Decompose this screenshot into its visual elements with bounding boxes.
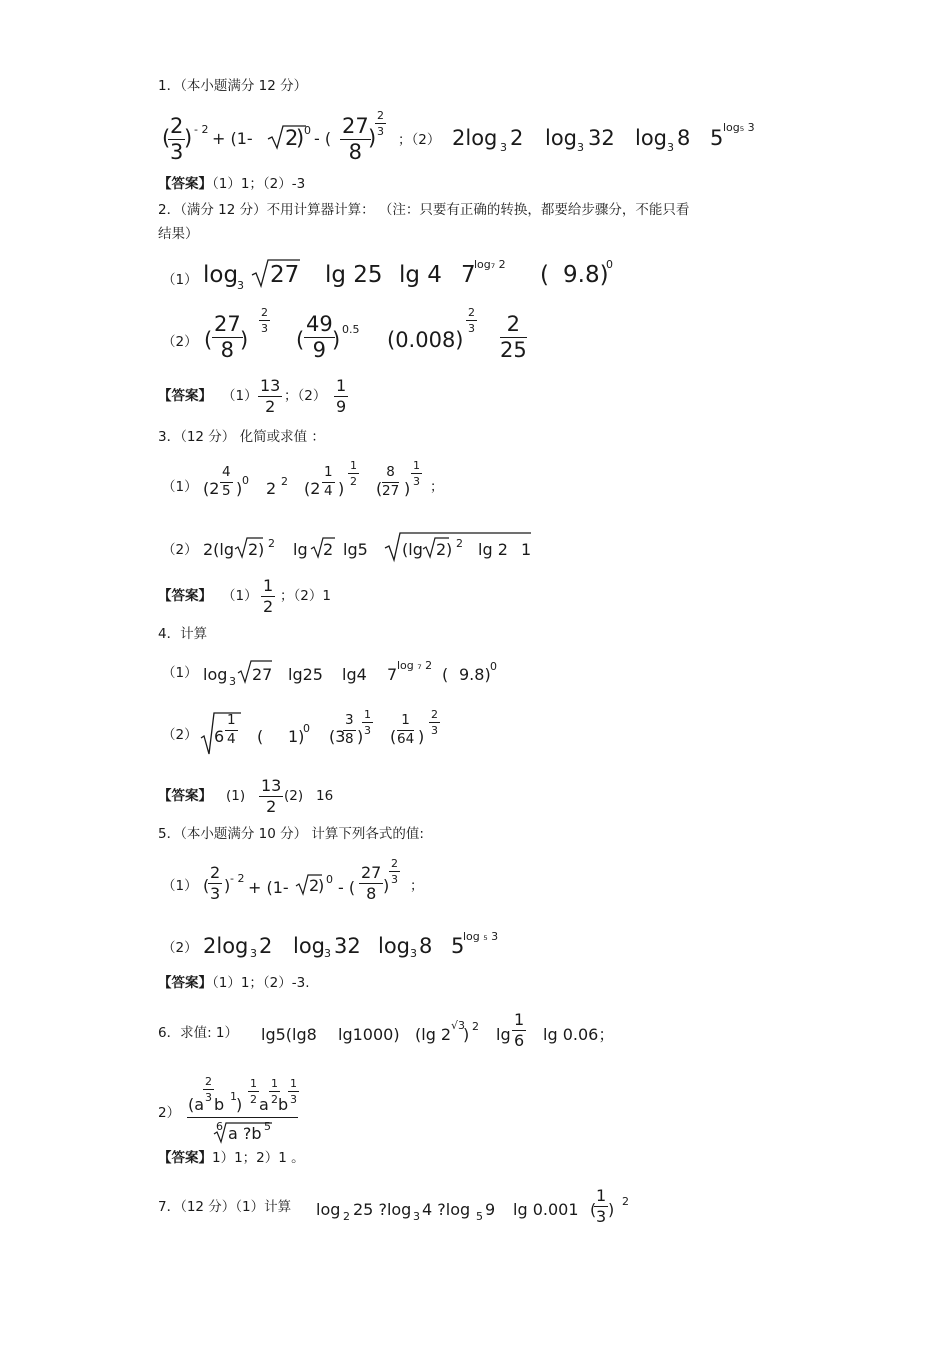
fraction-exponent: 1 2 xyxy=(250,1077,257,1106)
fraction-bar xyxy=(187,1117,298,1118)
problem-4-heading: 4．计算 xyxy=(158,626,208,642)
fraction-exponent: 2 3 xyxy=(391,857,398,886)
fraction: 27 8 xyxy=(214,312,241,362)
problem-2-heading-cont: 结果） xyxy=(158,226,199,242)
problem-7-heading: 7．（12 分）（1）计算 xyxy=(158,1199,292,1215)
fraction: 49 9 xyxy=(306,312,333,362)
fraction: 13 2 xyxy=(260,376,281,416)
fraction: 1 3 xyxy=(596,1186,607,1226)
fraction: 2 3 xyxy=(210,863,221,903)
fraction-exponent: 2 3 xyxy=(431,708,438,737)
problem-6-heading: 6．求值: 1） xyxy=(158,1025,239,1041)
fraction: 27 8 xyxy=(342,114,369,164)
fraction: 8 27 xyxy=(382,464,400,499)
fraction: 1 4 xyxy=(324,464,333,499)
fraction-exponent: 2 3 xyxy=(261,306,268,335)
fraction-exponent: 1 3 xyxy=(364,708,371,737)
fraction: 13 2 xyxy=(261,776,282,816)
fraction-exponent: 2 3 xyxy=(377,109,384,138)
answer-5: 【答案】（1）1；（2）-3. xyxy=(158,975,310,991)
fraction: 1 9 xyxy=(336,376,347,416)
problem-1-heading: 1．（本小题满分 12 分） xyxy=(158,78,308,94)
fraction-exponent: 2 3 xyxy=(205,1075,212,1104)
answer-1: 【答案】（1）1；（2）-3 xyxy=(158,176,306,192)
fraction: 27 8 xyxy=(361,863,382,903)
problem-5-heading: 5．（本小题满分 10 分） 计算下列各式的值: xyxy=(158,826,424,842)
fraction: 1 4 xyxy=(227,712,236,747)
fraction: 2 25 xyxy=(500,312,527,362)
fraction: 1 64 xyxy=(397,712,415,747)
problem-3-heading: 3．（12 分） 化简或求值 ： xyxy=(158,429,325,445)
fraction: 3 8 xyxy=(345,712,354,747)
fraction: 1 6 xyxy=(514,1010,525,1050)
fraction-exponent: 1 3 xyxy=(413,459,420,488)
fraction: 4 5 xyxy=(222,464,231,499)
fraction: 1 2 xyxy=(263,576,274,616)
fraction-exponent: 1 2 xyxy=(350,459,357,488)
answer-6: 【答案】1）1；2）1 。 xyxy=(158,1150,305,1166)
fraction-exponent: 1 2 xyxy=(271,1077,278,1106)
fraction-exponent: 1 3 xyxy=(290,1077,297,1106)
fraction-exponent: 2 3 xyxy=(468,306,475,335)
problem-2-heading: 2．（满分 12 分）不用计算器计算： （注：只要有正确的转换，都要给步骤分，不能只看 xyxy=(158,202,690,218)
fraction: 2 3 xyxy=(170,114,184,164)
